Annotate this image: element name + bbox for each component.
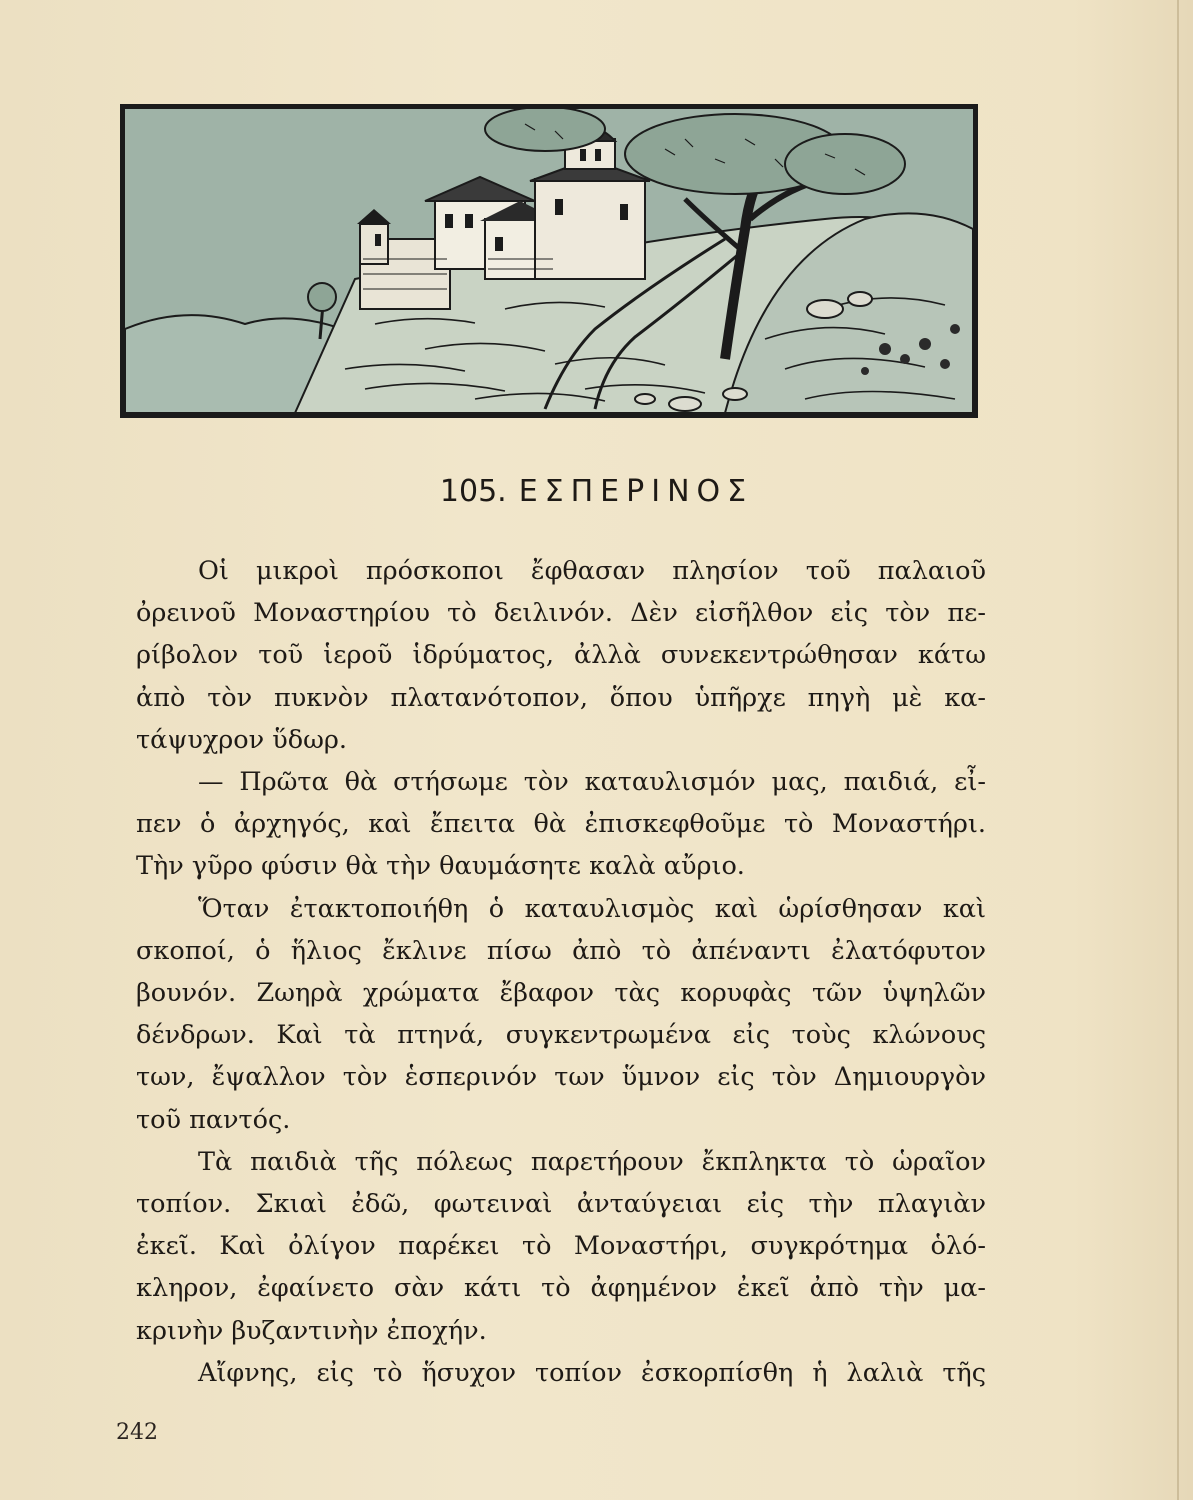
text-line: τάψυχρον ὕδωρ. bbox=[136, 724, 347, 755]
monastery-woodcut-illustration bbox=[120, 104, 978, 418]
text-line: ρίβολον τοῦ ἱεροῦ ἱδρύματος, ἀλλὰ συνεκεντρώθησαν κάτω bbox=[136, 640, 986, 671]
text-line: τοῦ παντός. bbox=[136, 1104, 291, 1135]
text-line: Οἱ μικροὶ πρόσκοποι ἔφθασαν πλησίον τοῦ παλαιοῦ bbox=[198, 556, 986, 586]
text-line: — Πρῶτα θὰ στήσωμε τὸν καταυλισμόν μας, παιδιά, εἶ- bbox=[198, 767, 986, 798]
text-line: Τὴν γῦρο φύσιν θὰ τὴν θαυμάσητε καλὰ αὔριο. bbox=[136, 851, 745, 882]
text-line: σκοποί, ὁ ἥλιος ἔκλινε πίσω ἀπὸ τὸ ἀπέναντι ἐλατόφυτον bbox=[136, 935, 986, 966]
text-line: κληρον, ἐφαίνετο σὰν κάτι τὸ ἀφημένον ἐκεῖ ἀπὸ τὴν μα- bbox=[136, 1273, 986, 1304]
text-line: πεν ὁ ἀρχηγός, καὶ ἔπειτα θὰ ἐπισκεφθοῦμε τὸ Μοναστήρι. bbox=[136, 809, 986, 840]
text-line: ὀρεινοῦ Μοναστηρίου τὸ δειλινόν. Δὲν εἰσῆλθον εἰς τὸν πε- bbox=[136, 598, 986, 629]
chapter-title: ΕΣΠΕΡΙΝΟΣ bbox=[518, 474, 754, 509]
text-line: Αἴφνης, εἰς τὸ ἥσυχον τοπίον ἐσκορπίσθη ἡ λαλιὰ τῆς bbox=[198, 1357, 986, 1388]
paragraph bbox=[136, 1352, 986, 1394]
text-line: τοπίον. Σκιαὶ ἐδῶ, φωτειναὶ ἀνταύγειαι εἰς τὴν πλαγιὰν bbox=[136, 1189, 986, 1220]
paragraph bbox=[136, 550, 986, 761]
page-number: 242 bbox=[116, 1420, 158, 1445]
text-line: των, ἔψαλλον τὸν ἑσπερινόν των ὕμνον εἰς τὸν Δημιουργὸν bbox=[136, 1062, 986, 1093]
text-line: δένδρων. Καὶ τὰ πτηνά, συγκεντρωμένα εἰς τοὺς κλώνους bbox=[136, 1020, 986, 1051]
paragraph bbox=[136, 888, 986, 1141]
text-line: ἐκεῖ. Καὶ ὀλίγον παρέκει τὸ Μοναστήρι, συγκρότημα ὁλό- bbox=[136, 1231, 986, 1262]
text-line: βουνόν. Ζωηρὰ χρώματα ἔβαφον τὰς κορυφὰς τῶν ὑψηλῶν bbox=[136, 978, 986, 1009]
paragraph bbox=[136, 761, 986, 888]
text-line: Ὅταν ἐτακτοποιήθη ὁ καταυλισμὸς καὶ ὡρίσθησαν καὶ bbox=[198, 893, 986, 924]
chapter-number: 105. bbox=[439, 474, 507, 509]
text-line: κρινὴν βυζαντινὴν ἐποχήν. bbox=[136, 1315, 487, 1346]
monastery-landscape-picture bbox=[125, 109, 973, 413]
body-text bbox=[136, 550, 986, 1394]
page-edge bbox=[1177, 0, 1179, 1500]
chapter-heading bbox=[0, 474, 1193, 509]
text-line: ἀπὸ τὸν πυκνὸν πλατανότοπον, ὅπου ὑπῆρχε πηγὴ μὲ κα- bbox=[136, 682, 986, 713]
text-line: Τὰ παιδιὰ τῆς πόλεως παρετήρουν ἔκπληκτα τὸ ὡραῖον bbox=[198, 1146, 986, 1177]
paragraph bbox=[136, 1141, 986, 1352]
